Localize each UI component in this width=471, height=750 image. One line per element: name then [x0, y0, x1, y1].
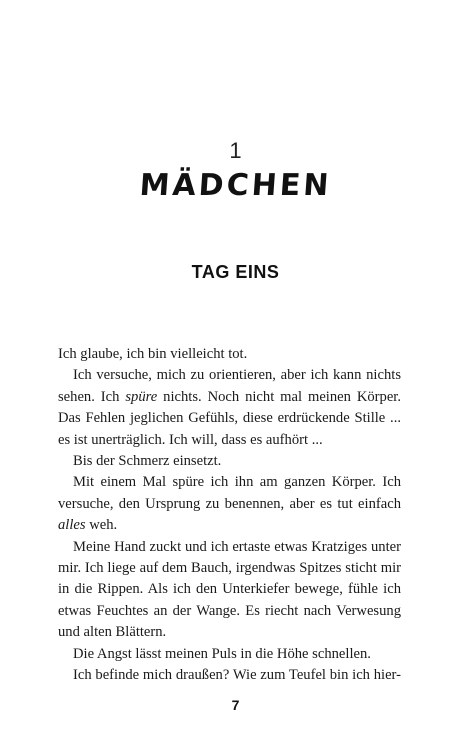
paragraph-text: nichts. Noch nicht mal meinen Körper. Das Fehlen jeglichen Gefühls, diese erdrückende Stille ... es ist unerträglich. Ich will, dass es aufhört ... [58, 388, 402, 448]
emphasized-text: spüre [125, 388, 158, 405]
body-text [58, 344, 401, 687]
paragraph-text: Ich versuche, mich zu orientieren, aber ich kann nichts sehen. Ich [58, 367, 401, 405]
paragraph: Ich befinde mich draußen? Wie zum Teufel bin ich hier- [73, 667, 401, 684]
paragraph [58, 472, 401, 536]
emphasized-text: alles [58, 517, 86, 534]
section-title: TAG EINS [191, 262, 280, 282]
paragraph-text: Mit einem Mal spüre ich ihn am ganzen Körper. Ich versuche, den Ursprung zu benennen, aber es tut einfach [58, 474, 401, 512]
chapter-title: MÄDCHEN [138, 168, 333, 203]
paragraph [58, 365, 401, 451]
page-number: 7 [231, 697, 240, 713]
paragraph: Bis der Schmerz einsetzt. [73, 453, 222, 470]
paragraph: Meine Hand zuckt und ich ertaste etwas Kratziges unter mir. Ich liege auf dem Bauch, irgendwas Spitzes sticht mir in die Rippen. Als ich den Unterkiefer bewege, fühle ich etwas Feuchtes an der Wange. Es riecht nach Verwesung und alten Blättern. [58, 538, 401, 641]
paragraph: Die Angst lässt meinen Puls in die Höhe schnellen. [73, 645, 371, 662]
paragraph: Ich glaube, ich bin vielleicht tot. [58, 346, 248, 362]
paragraph-text: weh. [85, 517, 118, 534]
chapter-number: 1 [229, 138, 242, 163]
